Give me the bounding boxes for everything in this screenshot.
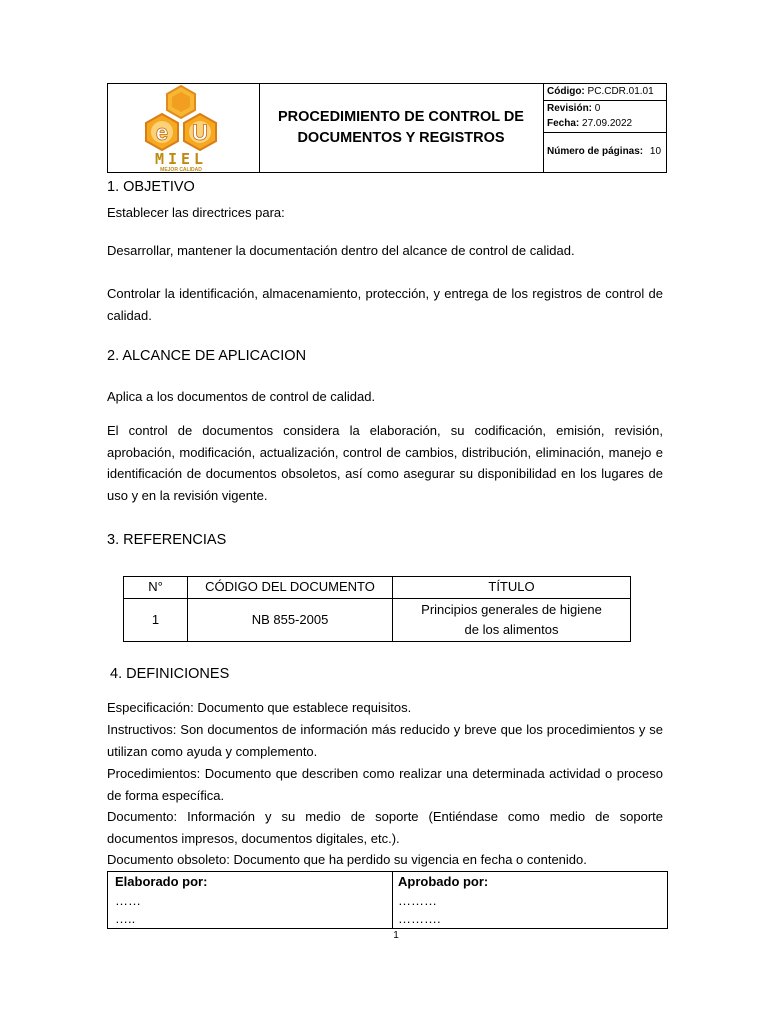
ref-header-codigo: CÓDIGO DEL DOCUMENTO [205, 579, 375, 594]
codigo-label: Código: [547, 86, 585, 97]
alcance-paragraph-2: El control de documentos considera la elaboración, su codificación, emisión, revisión, aprobación, modificación, actualización, control de cambios, distribución, eliminación, manejo e identificación de documentos obsoletos, así como asegurar su disponibilidad en los lugares de uso y en la revisión vigente. [107, 423, 663, 503]
definition-documento: Documento: Información y su medio de soporte (Entiéndase como medio de soporte documentos impresos, documentos digitales, etc.). [107, 809, 663, 846]
logo-word: MIEL [154, 150, 208, 168]
logo-tagline: MEJOR CALIDAD [160, 167, 202, 172]
logo-cell [108, 84, 260, 172]
fecha-value: 27.09.2022 [582, 118, 633, 129]
ref-row-titulo [393, 600, 630, 640]
document-header-table [107, 83, 667, 173]
ref-row-codigo: NB 855-2005 [251, 612, 329, 627]
page-number: 1 [393, 930, 399, 941]
paginas-label: Número de páginas: [547, 146, 644, 157]
ref-row-n: 1 [151, 612, 160, 627]
elaborado-line-2: ….. [115, 911, 136, 926]
aprobado-line-2: ………. [398, 911, 441, 926]
logo-u-letter: U [192, 120, 208, 145]
definition-instructivos: Instructivos: Son documentos de información más reducido y breve que los procedimientos y se utilizan como ayuda y complemento. [107, 722, 663, 759]
section-title-definiciones: 4. DEFINICIONES [110, 666, 230, 682]
objetivo-paragraph-3: Controlar la identificación, almacenamiento, protección, y entrega de los registros de control de calidad. [107, 286, 663, 323]
title-line-1: PROCEDIMIENTO DE CONTROL DE [278, 109, 524, 125]
revision-label: Revisión: [547, 103, 593, 114]
ref-header-titulo: TÍTULO [488, 579, 535, 594]
elaborado-line-1: …… [115, 893, 141, 908]
codigo-value: PC.CDR.01.01 [587, 86, 654, 97]
section-title-referencias: 3. REFERENCIAS [107, 532, 227, 548]
definition-documento-obsoleto: Documento obsoleto: Documento que ha perdido su vigencia en fecha o contenido. [107, 852, 587, 867]
miel-logo [108, 84, 259, 172]
document-title [259, 84, 544, 172]
ref-header-n: N° [148, 579, 163, 594]
revision-row [547, 103, 600, 114]
title-line-2: DOCUMENTOS Y REGISTROS [297, 130, 505, 146]
elaborado-label: Elaborado por: [115, 874, 208, 889]
fecha-label: Fecha: [547, 118, 580, 129]
objetivo-paragraph-2: Desarrollar, mantener la documentación dentro del alcance de control de calidad. [107, 243, 575, 258]
objetivo-paragraph-1: Establecer las directrices para: [107, 205, 285, 220]
metadata-cell [544, 84, 666, 172]
ref-row-titulo-line-1: Principios generales de higiene [421, 602, 602, 617]
paginas-value: 10 [649, 146, 662, 157]
definition-especificacion: Especificación: Documento que establece requisitos. [107, 700, 412, 715]
fecha-row [547, 118, 632, 129]
ref-row-titulo-line-2: de los alimentos [464, 622, 559, 637]
aprobado-label: Aprobado por: [398, 874, 489, 889]
section-title-alcance: 2. ALCANCE DE APLICACION [107, 348, 307, 364]
signature-table [107, 871, 668, 929]
revision-value: 0 [594, 103, 601, 114]
codigo-row [547, 86, 654, 97]
references-table [123, 576, 631, 642]
paginas-row [547, 146, 661, 157]
definition-procedimientos: Procedimientos: Documento que describen como realizar una determinada actividad o proceso de forma específica. [107, 766, 663, 803]
aprobado-line-1: ……… [398, 893, 437, 908]
logo-e-letter: e [155, 120, 169, 145]
alcance-paragraph-1: Aplica a los documentos de control de calidad. [107, 389, 376, 404]
section-title-objetivo: 1. OBJETIVO [107, 179, 195, 195]
